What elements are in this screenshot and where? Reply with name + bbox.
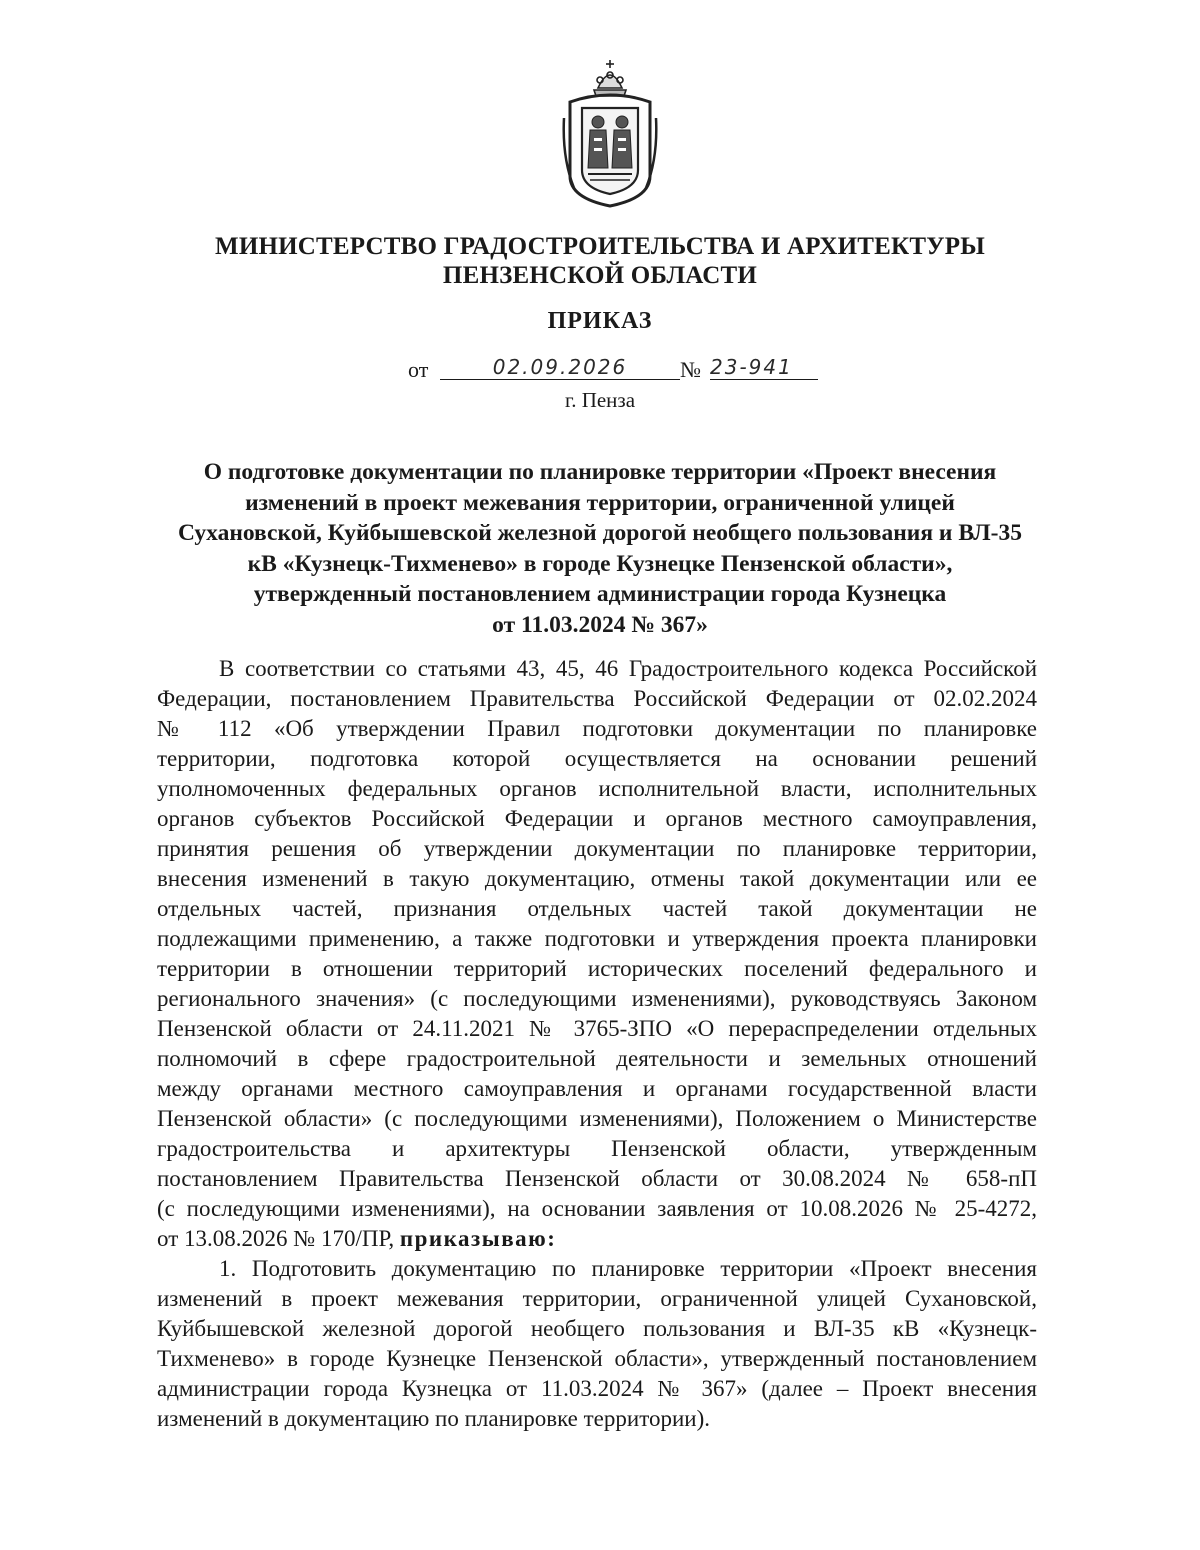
ministry-name-line-2: ПЕНЗЕНСКОЙ ОБЛАСТИ [442, 262, 758, 289]
text-line: регионального значения» (с последующими изменениями), руководствуясь Законом [157, 986, 1037, 1011]
text-line: органов субъектов Российской Федерации и органов местного самоуправления, [157, 806, 1037, 831]
subject-line: утвержденный постановлением администрации города Кузнецка [253, 581, 947, 607]
text-line: 1. Подготовить документацию по планировке территории «Проект внесения [219, 1256, 1037, 1281]
subject-line: от 11.03.2024 № 367» [492, 611, 708, 638]
text-line: между органами местного самоуправления и органами государственной власти [157, 1076, 1037, 1101]
order-number: 23-941 [710, 355, 818, 380]
document-type: ПРИКАЗ [547, 308, 653, 334]
text-line: № 112 «Об утверждении Правил подготовки документации по планировке [157, 716, 1037, 741]
order-item-1 [157, 1254, 1037, 1434]
number-label: № [680, 357, 701, 382]
city-name: г. Пенза [564, 388, 636, 412]
text-line: уполномоченных федеральных органов исполнительной власти, исполнительных [157, 776, 1037, 801]
text-line: В соответствии со статьями 43, 45, 46 Градостроительного кодекса Российской [219, 656, 1037, 681]
text-line-last: изменений в документацию по планировке территории). [157, 1406, 710, 1431]
coat-of-arms-emblem [560, 58, 660, 208]
ministry-name-line-1: МИНИСТЕРСТВО ГРАДОСТРОИТЕЛЬСТВА И АРХИТЕКТУРЫ [215, 233, 985, 260]
text-line: Куйбышевской железной дорогой необщего пользования и ВЛ-35 кВ «Кузнецк- [157, 1316, 1037, 1341]
text-line: внесения изменений в такую документацию, отмены такой документации или ее [157, 866, 1037, 891]
ministry-name [0, 232, 1200, 290]
text-line: Тихменево» в городе Кузнецке Пензенской области», утвержденный постановлением [157, 1346, 1037, 1371]
text-line-last [157, 1224, 1037, 1254]
order-date: 02.09.2026 [440, 355, 680, 380]
subject-line: О подготовке документации по планировке территории «Проект внесения [203, 459, 997, 485]
order-verb: приказываю: [399, 1226, 557, 1251]
subject-line: кВ «Кузнецк-Тихменево» в городе Кузнецке Пензенской области», [247, 550, 953, 577]
text-line: Пензенской области от 24.11.2021 № 3765-ЗПО «О перераспределении отдельных [157, 1016, 1037, 1041]
subject-line: Сухановской, Куйбышевской железной дорогой необщего пользования и ВЛ-35 [178, 520, 1022, 546]
last-line-text: от 13.08.2026 № 170/ПР, [157, 1226, 400, 1251]
text-line: территории, подготовка которой осуществляется на основании решений [157, 746, 1037, 771]
text-line: градостроительства и архитектуры Пензенской области, утвержденным [157, 1136, 1037, 1161]
text-line: изменений в проект межевания территории, ограниченной улицей Сухановской, [157, 1286, 1037, 1311]
text-line: Федерации, постановлением Правительства Российской Федерации от 02.02.2024 [157, 686, 1037, 711]
subject-line: изменений в проект межевания территории, ограниченной улицей [245, 489, 955, 516]
preamble-paragraph [157, 654, 1037, 1254]
text-line: (с последующими изменениями), на основании заявления от 10.08.2026 № 25-4272, [157, 1196, 1037, 1221]
text-line: принятия решения об утверждении документации по планировке территории, [157, 836, 1037, 861]
text-line: администрации города Кузнецка от 11.03.2024 № 367» (далее – Проект внесения [157, 1376, 1037, 1401]
text-line: территории в отношении территорий исторических поселений федерального и [157, 956, 1037, 981]
from-label: от [408, 357, 429, 382]
text-line: полномочий в сфере градостроительной деятельности и земельных отношений [157, 1046, 1037, 1071]
text-line: подлежащими применению, а также подготовки и утверждения проекта планировки [157, 926, 1037, 951]
text-line: Пензенской области» (с последующими изменениями), Положением о Министерстве [157, 1106, 1037, 1131]
order-subject [150, 457, 1050, 640]
text-line: постановлением Правительства Пензенской области от 30.08.2024 № 658-пП [157, 1166, 1037, 1191]
text-line: отдельных частей, признания отдельных частей такой документации не [157, 896, 1037, 921]
